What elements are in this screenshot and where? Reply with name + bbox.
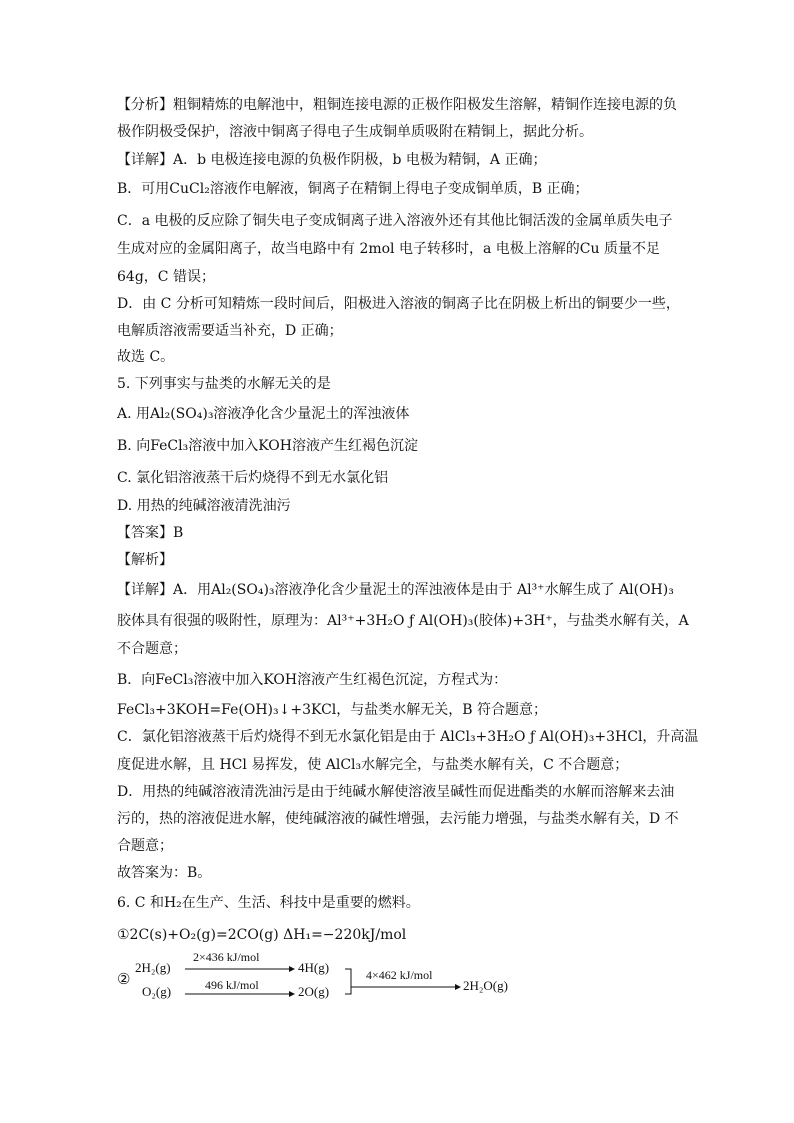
detail-c-1: C．a 电极的反应除了铜失电子变成铜离子进入溶液外还有其他比铜活泼的金属单质失电子 xyxy=(117,213,673,229)
solution-a-1: 【详解】A．用Al₂(SO₄)₃溶液净化含少量泥土的浑浊液体是由于 Al³⁺水解生成了 Al(OH)₃ xyxy=(117,582,674,598)
solution-d-2: 污的，热的溶液促进水解，使纯碱溶液的碱性增强，去污能力增强，与盐类水解有关，D 不 xyxy=(117,811,679,827)
detail-c-3: 64g，C 错误； xyxy=(117,269,215,285)
solution-d-3: 合题意； xyxy=(117,838,173,854)
product-h: 4H(g) xyxy=(298,960,330,975)
detail-b: B．可用CuCl₂溶液作电解液，铜离子在精铜上得电子变成铜单质，B 正确； xyxy=(117,181,589,197)
reaction-arrows xyxy=(117,954,537,1014)
option-a: A. 用Al₂(SO₄)₃溶液净化含少量泥土的浑浊液体 xyxy=(117,406,410,422)
detail-d-1: D．由 C 分析可知精炼一段时间后，阳极进入溶液的铜离子比在阴极上析出的铜要少一些， xyxy=(117,296,680,312)
answer: 【答案】B xyxy=(117,525,184,541)
option-d: D. 用热的纯碱溶液清洗油污 xyxy=(117,498,291,514)
solution-d-1: D．用热的纯碱溶液清洗油污是由于纯碱水解使溶液呈碱性而促进酯类的水解而溶解来去油 xyxy=(117,784,675,800)
solution-c-2: 度促进水解，且 HCl 易挥发，使 AlCl₃水解完全，与盐类水解有关，C 不合题意； xyxy=(117,757,629,773)
solution-a-3: 不合题意； xyxy=(117,641,187,657)
analysis-line-2: 极作阴极受保护，溶液中铜离子得电子生成铜单质吸附在精铜上，据此分析。 xyxy=(117,124,593,140)
product-o: 2O(g) xyxy=(298,984,330,999)
final-answer: 故答案为：B。 xyxy=(117,865,212,881)
detail-a: 【详解】A．b 电极连接电源的负极作阴极，b 电极为精铜，A 正确； xyxy=(117,152,547,168)
detail-d-2: 电解质溶液需要适当补充，D 正确； xyxy=(117,323,343,339)
option-c: C. 氯化铝溶液蒸干后灼烧得不到无水氯化铝 xyxy=(117,470,389,486)
question-6: 6. C 和H₂在生产、生活、科技中是重要的燃料。 xyxy=(117,895,420,911)
solution-b-1: B．向FeCl₃溶液中加入KOH溶液产生红褐色沉淀，方程式为： xyxy=(117,672,508,688)
analysis-line-1: 【分析】粗铜精炼的电解池中，粗铜连接电源的正极作阳极发生溶解，精铜作连接电源的负 xyxy=(117,97,677,113)
product-water: 2H₂O(g) xyxy=(463,978,508,993)
solution-a-2: 胶体具有很强的吸附性，原理为：Al³⁺+3H₂O ƒ Al(OH)₃(胶体)+3H⁺，与盐类水解有关，A xyxy=(117,613,689,629)
h2-bond-energy: 2×436 kJ/mol xyxy=(193,950,260,964)
conclusion: 故选 C。 xyxy=(117,349,175,365)
question-5: 5. 下列事实与盐类的水解无关的是 xyxy=(117,376,331,392)
solution-b-2: FeCl₃+3KOH=Fe(OH)₃↓+3KCl，与盐类水解无关，B 符合题意； xyxy=(117,702,548,718)
o2-bond-energy: 496 kJ/mol xyxy=(205,978,259,992)
reactant-o2: O₂(g) xyxy=(142,984,172,999)
oh-bond-energy: 4×462 kJ/mol xyxy=(366,968,433,982)
option-b: B. 向FeCl₃溶液中加入KOH溶液产生红褐色沉淀 xyxy=(117,438,418,454)
equation-number: ② xyxy=(117,972,131,988)
equation-1: ①2C(s)+O₂(g)=2CO(g) ΔH₁=−220kJ/mol xyxy=(117,927,407,943)
solution-c-1: C．氯化铝溶液蒸干后灼烧得不到无水氯化铝是由于 AlCl₃+3H₂O ƒ Al(OH)₃+3HCl，升高温 xyxy=(117,729,699,745)
bond-energy-diagram xyxy=(117,950,537,1014)
detail-c-2: 生成对应的金属阳离子，故当电路中有 2mol 电子转移时，a 电极上溶解的Cu 质量不足 xyxy=(117,241,660,257)
analysis-heading: 【解析】 xyxy=(117,552,173,568)
reactant-h2: 2H₂(g) xyxy=(135,960,171,975)
